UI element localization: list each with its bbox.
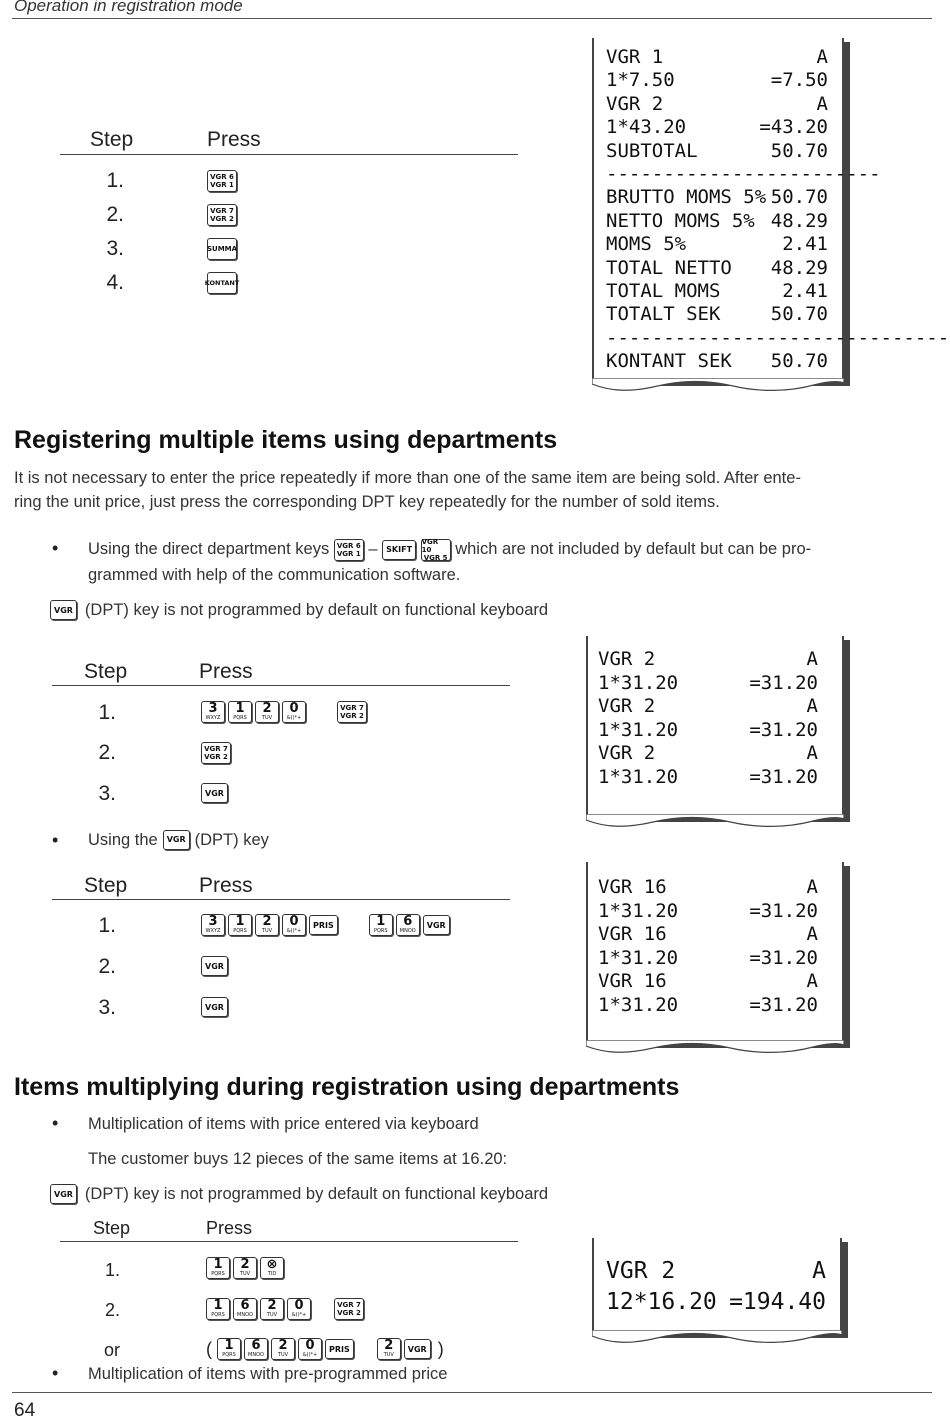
table-rule <box>52 899 510 900</box>
key-1[interactable]: 1 PQRS <box>206 1298 230 1320</box>
receipt-line-value: 48.29 <box>770 256 828 279</box>
section-heading: Registering multiple items using departments <box>14 426 558 454</box>
key-1[interactable]: 1 PQRS <box>228 914 252 936</box>
receipt-line <box>598 766 818 790</box>
key-1[interactable]: 1 PQRS <box>369 914 393 936</box>
paren-close: ) <box>437 1338 444 1359</box>
vgr-key[interactable]: VGR <box>201 783 228 803</box>
key-1[interactable]: 1 PQRS <box>206 1257 230 1279</box>
receipt-line-value: A <box>816 46 828 68</box>
key-0[interactable]: 0 &()*+ <box>287 1298 311 1320</box>
bullet-item: Using the VGR (DPT) key <box>88 831 269 849</box>
bullet-dot: • <box>52 830 59 850</box>
key-6[interactable]: 6 MNOO <box>396 914 420 936</box>
receipt-line-value: 2.41 <box>782 233 828 256</box>
receipt-line <box>606 303 828 326</box>
bullet-item: Using the direct department keys VGR 6 VGR 1 – SKIFT VGR 10 VGR 5 which are not included by default but can be pro- grammed with help of the communication software. <box>88 537 812 584</box>
receipt-line-label: VGR 2 <box>598 648 656 670</box>
receipt-line <box>598 742 818 766</box>
key-2[interactable]: 2 TUV <box>260 1298 284 1320</box>
vgr-key[interactable]: VGR <box>201 997 228 1017</box>
bullet-item: Multiplication of items with price entered via keyboard <box>88 1115 479 1133</box>
section-paragraph <box>14 466 934 514</box>
receipt-4 <box>592 1238 842 1334</box>
vgr-key[interactable]: VGR <box>423 915 450 935</box>
press-header: Press <box>206 1218 253 1238</box>
key-3[interactable]: 3 WXYZ <box>201 914 225 936</box>
receipt-line-value: =31.20 <box>749 993 818 1016</box>
receipt-line-value: 50.70 <box>770 350 828 373</box>
vgr7-vgr2-key[interactable]: VGR 7 VGR 2 <box>334 1298 364 1320</box>
vgr6-vgr1-key[interactable]: VGR 6 VGR 1 <box>334 539 364 561</box>
step-number: 3. <box>98 782 116 805</box>
press-header: Press <box>199 874 253 897</box>
summa-key[interactable]: SUMMA <box>207 238 237 260</box>
receipt-line-value: =31.20 <box>749 946 818 969</box>
step-number: 1. <box>98 914 116 937</box>
vgr-key[interactable]: VGR <box>50 600 77 620</box>
receipt-line <box>606 163 881 186</box>
receipt-line-label: MOMS 5% <box>606 233 687 256</box>
vgr7-vgr2-key[interactable]: VGR 7 VGR 2 <box>337 701 367 723</box>
receipt-line-label: ------------------------ <box>606 163 881 186</box>
pris-key[interactable]: PRIS <box>325 1339 354 1359</box>
step-number: 2. <box>106 203 124 226</box>
receipt-line-label: 1*31.20 <box>598 899 679 922</box>
receipt-line-label: 1*43.20 <box>606 116 687 139</box>
receipt-line-value: 2.41 <box>782 280 828 303</box>
table-rule <box>60 154 518 155</box>
page-header: Operation in registration mode <box>14 0 243 15</box>
receipt-line <box>606 1287 826 1318</box>
press-header: Press <box>199 660 253 683</box>
header-divider <box>12 18 932 19</box>
key-0[interactable]: 0 &()*+ <box>282 701 306 723</box>
step-number: 2. <box>98 955 116 978</box>
receipt-line <box>598 672 818 696</box>
receipt-line-label: TOTAL NETTO <box>606 256 732 279</box>
receipt-line-label: 1*31.20 <box>598 993 679 1016</box>
receipt-line-label: VGR 2 <box>606 92 664 115</box>
receipt-line <box>598 970 818 994</box>
key-2[interactable]: 2 TUV <box>233 1257 257 1279</box>
bullet-dot: • <box>52 1113 59 1133</box>
receipt-line-label: VGR 1 <box>606 46 664 68</box>
receipt-line <box>598 923 818 947</box>
receipt-line-label: 1*7.50 <box>606 69 675 92</box>
receipt-line-value: =31.20 <box>749 765 818 788</box>
vgr6-vgr1-key[interactable]: VGR 6 VGR 1 <box>207 170 237 192</box>
bullet-item: Multiplication of items with pre-programmed price <box>88 1365 448 1383</box>
step-number: 4. <box>106 271 124 294</box>
receipt-line <box>606 116 828 139</box>
key-1[interactable]: 1 PQRS <box>228 701 252 723</box>
vgr-key[interactable]: VGR <box>50 1184 77 1204</box>
vgr7-vgr2-key[interactable]: VGR 7 VGR 2 <box>201 742 231 764</box>
receipt-line <box>606 280 828 303</box>
receipt-1 <box>592 38 950 382</box>
receipt-line-label: 1*31.20 <box>598 718 679 741</box>
receipt-line <box>598 648 818 672</box>
vgr-key[interactable]: VGR <box>163 830 190 850</box>
key-0[interactable]: 0 &()*+ <box>282 914 306 936</box>
key-2[interactable]: 2 TUV <box>255 914 279 936</box>
key-1[interactable]: 1 PQRS <box>217 1338 241 1360</box>
receipt-line <box>606 257 828 280</box>
receipt-line-label: 1*31.20 <box>598 946 679 969</box>
pris-key[interactable]: PRIS <box>309 915 338 935</box>
receipt-line-label: ------------------------------ <box>606 326 950 349</box>
footer-divider <box>12 1392 932 1393</box>
receipt-line-label: SUBTOTAL <box>606 139 698 162</box>
receipt-line <box>598 719 818 743</box>
receipt-line-value: =194.40 <box>729 1289 826 1315</box>
receipt-line-label: KONTANT SEK <box>606 350 732 373</box>
times-key[interactable]: ⊗ TID <box>260 1257 284 1279</box>
table-rule <box>60 1241 518 1242</box>
receipt-line <box>606 350 828 373</box>
receipt-line <box>598 695 818 719</box>
receipt-3 <box>586 862 844 1044</box>
receipt-line-value: =31.20 <box>749 718 818 741</box>
receipt-line-value: =31.20 <box>749 899 818 922</box>
receipt-line-value: A <box>806 876 818 898</box>
step-header: Step <box>84 660 128 683</box>
receipt-line-label: NETTO MOMS 5% <box>606 209 755 232</box>
section-heading: Items multiplying during registration using departments <box>14 1073 680 1101</box>
receipt-line-value: =43.20 <box>759 116 828 139</box>
receipt-line-value: A <box>806 695 818 718</box>
key-6[interactable]: 6 MNOO <box>233 1298 257 1320</box>
receipt-line-label: VGR 2 <box>598 695 656 718</box>
paragraph-line: It is not necessary to enter the price repeatedly if more than one of the same item are being sold. After ente- <box>14 469 801 487</box>
receipt-line-label: VGR 2 <box>606 1258 676 1284</box>
vgr-key[interactable]: VGR <box>404 1339 431 1359</box>
receipt-line-label: TOTAL MOMS <box>606 280 721 303</box>
receipt-line-label: VGR 2 <box>598 742 656 765</box>
key-3[interactable]: 3 WXYZ <box>201 701 225 723</box>
page-number: 64 <box>14 1400 36 1421</box>
key-0[interactable]: 0 &()*+ <box>298 1338 322 1360</box>
step-number: 3. <box>98 996 116 1019</box>
receipt-line <box>606 1256 826 1287</box>
receipt-line <box>598 876 818 900</box>
receipt-line <box>606 233 828 256</box>
step-header: Step <box>90 128 134 151</box>
step-number: 1. <box>104 1260 120 1280</box>
receipt-line-value: A <box>806 923 818 946</box>
or-label: or <box>104 1340 121 1360</box>
note-line: VGR (DPT) key is not programmed by default on functional keyboard <box>50 600 548 620</box>
vgr7-vgr2-key[interactable]: VGR 7 VGR 2 <box>207 204 237 226</box>
receipt-line-value: A <box>806 970 818 993</box>
torn-edge <box>586 814 844 830</box>
receipt-line <box>606 326 950 350</box>
receipt-line-label: 1*31.20 <box>598 765 679 788</box>
receipt-line-label: 12*16.20 <box>606 1289 717 1315</box>
paren-open: ( <box>206 1338 212 1359</box>
step-header: Step <box>84 874 128 897</box>
step-number: 2. <box>104 1300 120 1320</box>
torn-edge <box>592 1330 842 1346</box>
table-rule <box>52 685 510 686</box>
vgr10-vgr5-key[interactable]: VGR 10 VGR 5 <box>421 539 451 561</box>
receipt-line <box>606 69 828 92</box>
note-line: VGR (DPT) key is not programmed by default on functional keyboard <box>50 1184 548 1204</box>
vgr-key[interactable]: VGR <box>201 956 228 976</box>
receipt-line-value: =31.20 <box>749 671 818 694</box>
step-number: 1. <box>98 701 116 724</box>
receipt-line-value: A <box>812 1258 826 1284</box>
receipt-line-label: TOTALT SEK <box>606 303 721 326</box>
key-2[interactable]: 2 TUV <box>271 1338 295 1360</box>
receipt-line <box>606 210 828 233</box>
key-6[interactable]: 6 MNOO <box>244 1338 268 1360</box>
receipt-line-value: 48.29 <box>770 209 828 232</box>
receipt-line <box>606 46 828 69</box>
bullet-dot: • <box>52 538 59 558</box>
sub-text: The customer buys 12 pieces of the same items at 16.20: <box>88 1150 508 1168</box>
kontant-key[interactable]: KONTANT <box>207 272 237 294</box>
bullet-dot: • <box>52 1363 59 1383</box>
receipt-line-label: VGR 16 <box>598 970 667 993</box>
receipt-line-value: 50.70 <box>770 303 828 326</box>
skift-key[interactable]: SKIFT <box>382 540 416 560</box>
receipt-line <box>606 186 828 209</box>
step-number: 1. <box>106 169 124 192</box>
press-header: Press <box>207 128 261 151</box>
key-2[interactable]: 2 TUV <box>255 701 279 723</box>
receipt-line-value: =7.50 <box>770 69 828 92</box>
step-number: 2. <box>98 741 116 764</box>
torn-edge <box>592 378 844 394</box>
receipt-line-label: VGR 16 <box>598 876 667 898</box>
torn-edge <box>586 1040 844 1056</box>
receipt-line-label: BRUTTO MOMS 5% <box>606 186 767 209</box>
step-header: Step <box>93 1218 131 1238</box>
receipt-line-label: 1*31.20 <box>598 671 679 694</box>
receipt-line-value: A <box>816 92 828 115</box>
receipt-line-value: A <box>806 742 818 765</box>
receipt-line-value: A <box>806 648 818 670</box>
receipt-line <box>606 93 828 116</box>
paragraph-line: ring the unit price, just press the corresponding DPT key repeatedly for the number of sold items. <box>14 493 720 511</box>
receipt-line-label: VGR 16 <box>598 923 667 946</box>
receipt-line <box>598 994 818 1018</box>
key-2[interactable]: 2 TUV <box>377 1338 401 1360</box>
step-number: 3. <box>106 237 124 260</box>
receipt-line <box>598 900 818 924</box>
receipt-line <box>598 947 818 971</box>
receipt-line-value: 50.70 <box>770 139 828 162</box>
receipt-line <box>606 140 828 163</box>
receipt-line-value: 50.70 <box>770 186 828 209</box>
receipt-2 <box>586 636 844 818</box>
